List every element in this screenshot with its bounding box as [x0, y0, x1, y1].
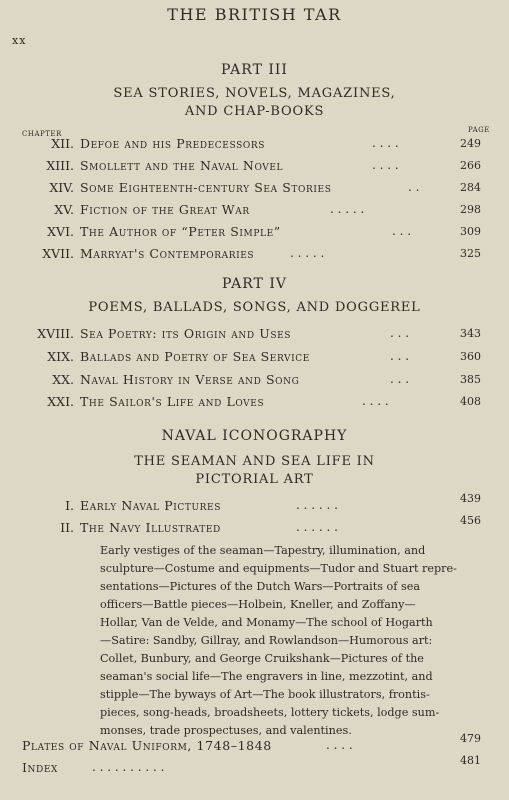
leader-dots: . . . . [372, 136, 399, 150]
toc-entry[interactable] [0, 372, 509, 390]
chapter-description [100, 542, 490, 740]
page-ref: 481 [460, 754, 481, 767]
chapter-title: Early Naval Pictures [80, 498, 221, 513]
toc-entry[interactable] [0, 180, 509, 198]
part-4-heading: POEMS, BALLADS, SONGS, AND DOGGEREL [88, 300, 421, 315]
chapter-number: II. [60, 520, 74, 535]
part-3-heading-line-2: AND CHAP-BOOKS [184, 104, 325, 119]
toc-entry-index[interactable] [0, 754, 509, 778]
description-line: monses, trade prospectuses, and valentines. [100, 724, 352, 737]
leader-dots: . . . . . [330, 202, 365, 216]
entry-title: Plates of Naval Uniform, 1748–1848 [22, 738, 272, 753]
leader-dots: . . . . [362, 394, 389, 408]
toc-entry[interactable] [0, 246, 509, 264]
leader-dots: . . . . . . [296, 520, 338, 534]
chapter-title: Ballads and Poetry of Sea Service [80, 349, 310, 364]
column-header-chapter: CHAPTER [22, 130, 62, 138]
toc-entry-plates[interactable] [0, 732, 509, 756]
description-line: Collet, Bunbury, and George Cruikshank—Pictures of the [100, 652, 424, 665]
chapter-title: Fiction of the Great War [80, 202, 250, 217]
iconography-subheading-line-1: THE SEAMAN AND SEA LIFE IN [134, 454, 375, 469]
description-line: Hollar, Van de Velde, and Monamy—The school of Hogarth [100, 616, 433, 629]
leader-dots: . . . [392, 224, 412, 238]
toc-entry[interactable] [0, 224, 509, 242]
toc-entry[interactable] [0, 202, 509, 220]
chapter-number: XXI. [47, 394, 74, 409]
page-ref: 456 [460, 514, 481, 527]
leader-dots: . . . [390, 326, 410, 340]
description-line: officers—Battle pieces—Holbein, Kneller, and Zoffany— [100, 598, 416, 611]
description-line: seaman's social life—The engravers in line, mezzotint, and [100, 670, 433, 683]
chapter-number: XVIII. [37, 326, 74, 341]
page-ref: 360 [460, 350, 481, 363]
page-ref: 284 [460, 181, 481, 194]
chapter-title: Sea Poetry: its Origin and Uses [80, 326, 292, 341]
page-ref: 325 [460, 247, 481, 260]
chapter-number: I. [65, 498, 74, 513]
description-line: sculpture—Costume and equipments—Tudor and Stuart repre- [100, 562, 457, 575]
page-ref: 439 [460, 492, 481, 505]
toc-entry[interactable] [0, 394, 509, 412]
description-line: stipple—The byways of Art—The book illustrators, frontis- [100, 688, 430, 701]
page-ref: 249 [460, 137, 481, 150]
toc-entry[interactable] [0, 492, 509, 516]
chapter-number: XVI. [47, 224, 74, 239]
chapter-title: Naval History in Verse and Song [80, 372, 300, 387]
part-4-label: PART IV [222, 276, 287, 292]
page-number: xx [12, 34, 27, 47]
leader-dots: . . . . . . . . . . [92, 760, 165, 774]
leader-dots: . . . . [372, 158, 399, 172]
chapter-number: XX. [52, 372, 74, 387]
chapter-title: Smollett and the Naval Novel [80, 158, 284, 173]
leader-dots: . . . [390, 349, 410, 363]
description-line: Early vestiges of the seaman—Tapestry, illumination, and [100, 544, 426, 557]
column-header-page: PAGE [468, 126, 490, 134]
page-ref: 309 [460, 225, 481, 238]
toc-entry[interactable] [0, 349, 509, 367]
page-ref: 266 [460, 159, 481, 172]
iconography-subheading-line-2: PICTORIAL ART [195, 472, 314, 487]
description-line: sentations—Pictures of the Dutch Wars—Portraits of sea [100, 580, 421, 593]
chapter-title: The Author of “Peter Simple” [80, 224, 281, 239]
leader-dots: . . . . . [290, 246, 325, 260]
part-3-label: PART III [221, 62, 288, 78]
toc-entry[interactable] [0, 514, 509, 538]
leader-dots: . . . . . . [296, 498, 338, 512]
chapter-title: Defoe and his Predecessors [80, 136, 265, 151]
leader-dots: . . . [390, 372, 410, 386]
toc-entry[interactable] [0, 326, 509, 344]
description-line: pieces, song-heads, broadsheets, lottery tickets, lodge sum- [100, 706, 440, 719]
entry-title: Index [22, 760, 59, 775]
chapter-number: XIX. [47, 349, 74, 364]
toc-entry[interactable] [0, 136, 509, 154]
chapter-number: XV. [54, 202, 74, 217]
leader-dots: . . [408, 180, 420, 194]
chapter-title: Some Eighteenth-century Sea Stories [80, 180, 332, 195]
page-ref: 298 [460, 203, 481, 216]
toc-entry[interactable] [0, 158, 509, 176]
chapter-number: XIII. [46, 158, 74, 173]
page-ref: 479 [460, 732, 481, 745]
page-ref: 385 [460, 373, 481, 386]
part-3-heading-line-1: SEA STORIES, NOVELS, MAGAZINES, [113, 86, 396, 101]
page-ref: 343 [460, 327, 481, 340]
description-line: —Satire: Sandby, Gillray, and Rowlandson—Humorous art: [100, 634, 433, 647]
iconography-heading: NAVAL ICONOGRAPHY [161, 428, 348, 444]
chapter-number: XVII. [42, 246, 74, 261]
chapter-number: XII. [51, 136, 74, 151]
leader-dots: . . . . [326, 738, 353, 752]
chapter-title: The Navy Illustrated [80, 520, 221, 535]
running-title: THE BRITISH TAR [167, 5, 342, 24]
chapter-title: Marryat's Contemporaries [80, 246, 255, 261]
page-ref: 408 [460, 395, 481, 408]
chapter-number: XIV. [49, 180, 74, 195]
chapter-title: The Sailor's Life and Loves [80, 394, 265, 409]
